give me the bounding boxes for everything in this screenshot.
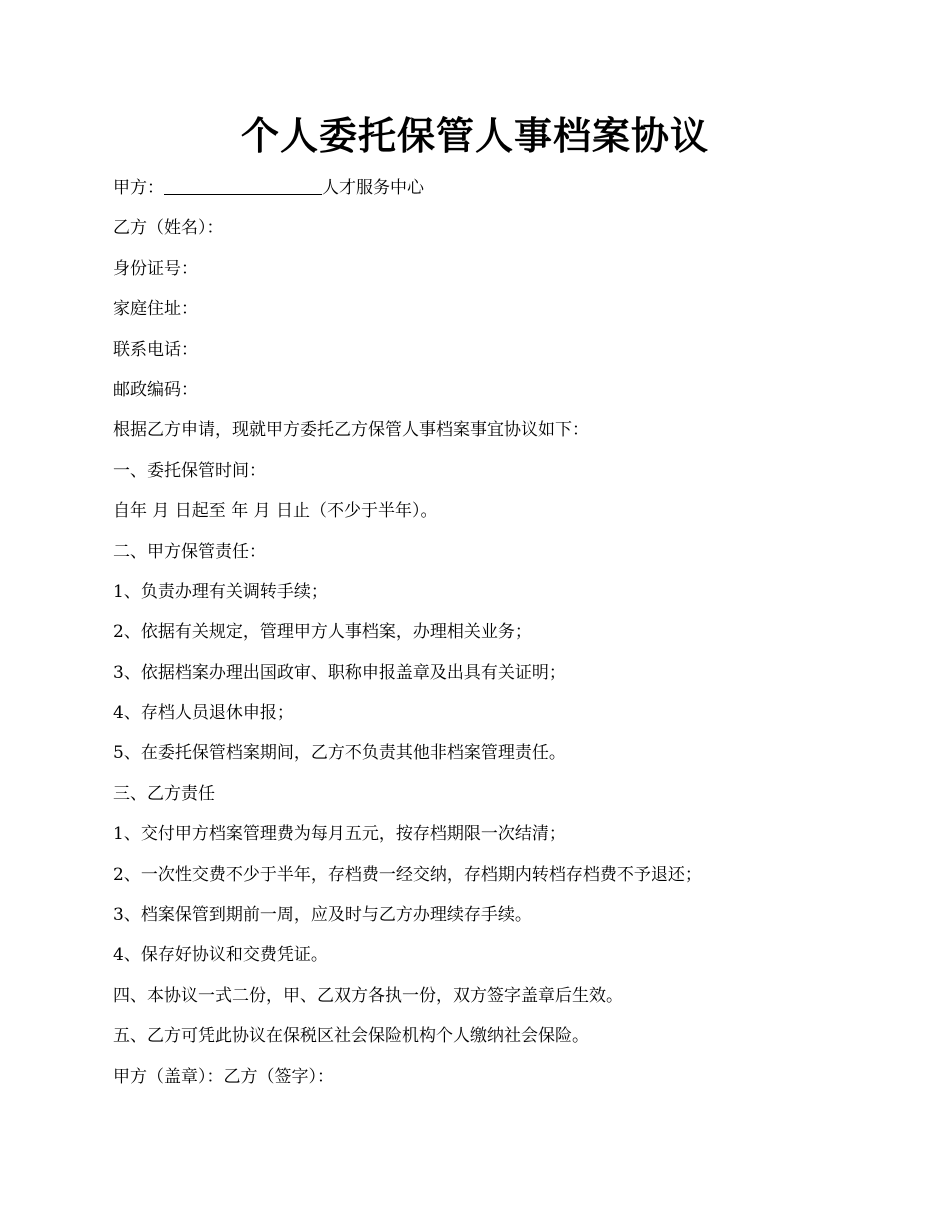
section-1-text: 自年 月 日起至 年 月 日止（不少于半年）。	[113, 501, 438, 522]
section-3-item-3: 3、档案保管到期前一周，应及时与乙方办理续存手续。	[113, 905, 532, 926]
section-2-item-3: 3、依据档案办理出国政审、职称申报盖章及出具有关证明；	[113, 662, 566, 683]
party-b-name-line: 乙方（姓名）：	[113, 218, 224, 239]
section-5-text: 五、乙方可凭此协议在保税区社会保险机构个人缴纳社会保险。	[113, 1026, 589, 1047]
section-3-item-1: 1、交付甲方档案管理费为每月五元，按存档期限一次结清；	[113, 824, 566, 845]
postal-code-line: 邮政编码：	[113, 379, 198, 400]
document-body	[113, 178, 873, 1107]
section-2-item-4: 4、存档人员退休申报；	[113, 703, 294, 724]
party-a-blank	[164, 178, 322, 195]
party-a-line	[113, 178, 873, 198]
document-title: 个人委托保管人事档案协议	[240, 113, 709, 158]
party-a-suffix: 人才服务中心	[322, 178, 424, 198]
preamble-line: 根据乙方申请，现就甲方委托乙方保管人事档案事宜协议如下：	[113, 420, 589, 441]
id-number-line: 身份证号：	[113, 258, 198, 279]
section-3-item-4: 4、保存好协议和交费凭证。	[113, 945, 328, 966]
section-2-item-5: 5、在委托保管档案期间，乙方不负责其他非档案管理责任。	[113, 743, 566, 764]
section-3-item-2: 2、一次性交费不少于半年，存档费一经交纳，存档期内转档存档费不予退还；	[113, 864, 702, 885]
section-2-item-2: 2、依据有关规定，管理甲方人事档案，办理相关业务；	[113, 622, 532, 643]
party-a-label: 甲方：	[113, 178, 164, 198]
section-2-heading: 二、甲方保管责任：	[113, 541, 266, 562]
section-2-item-1: 1、负责办理有关调转手续；	[113, 581, 328, 602]
signature-line: 甲方（盖章）：乙方（签字）：	[113, 1066, 334, 1087]
section-1-heading: 一、委托保管时间：	[113, 460, 266, 481]
home-address-line: 家庭住址：	[113, 299, 198, 320]
phone-line: 联系电话：	[113, 339, 198, 360]
section-4-text: 四、本协议一式二份，甲、乙双方各执一份，双方签字盖章后生效。	[113, 985, 623, 1006]
section-3-heading: 三、乙方责任	[113, 783, 215, 804]
